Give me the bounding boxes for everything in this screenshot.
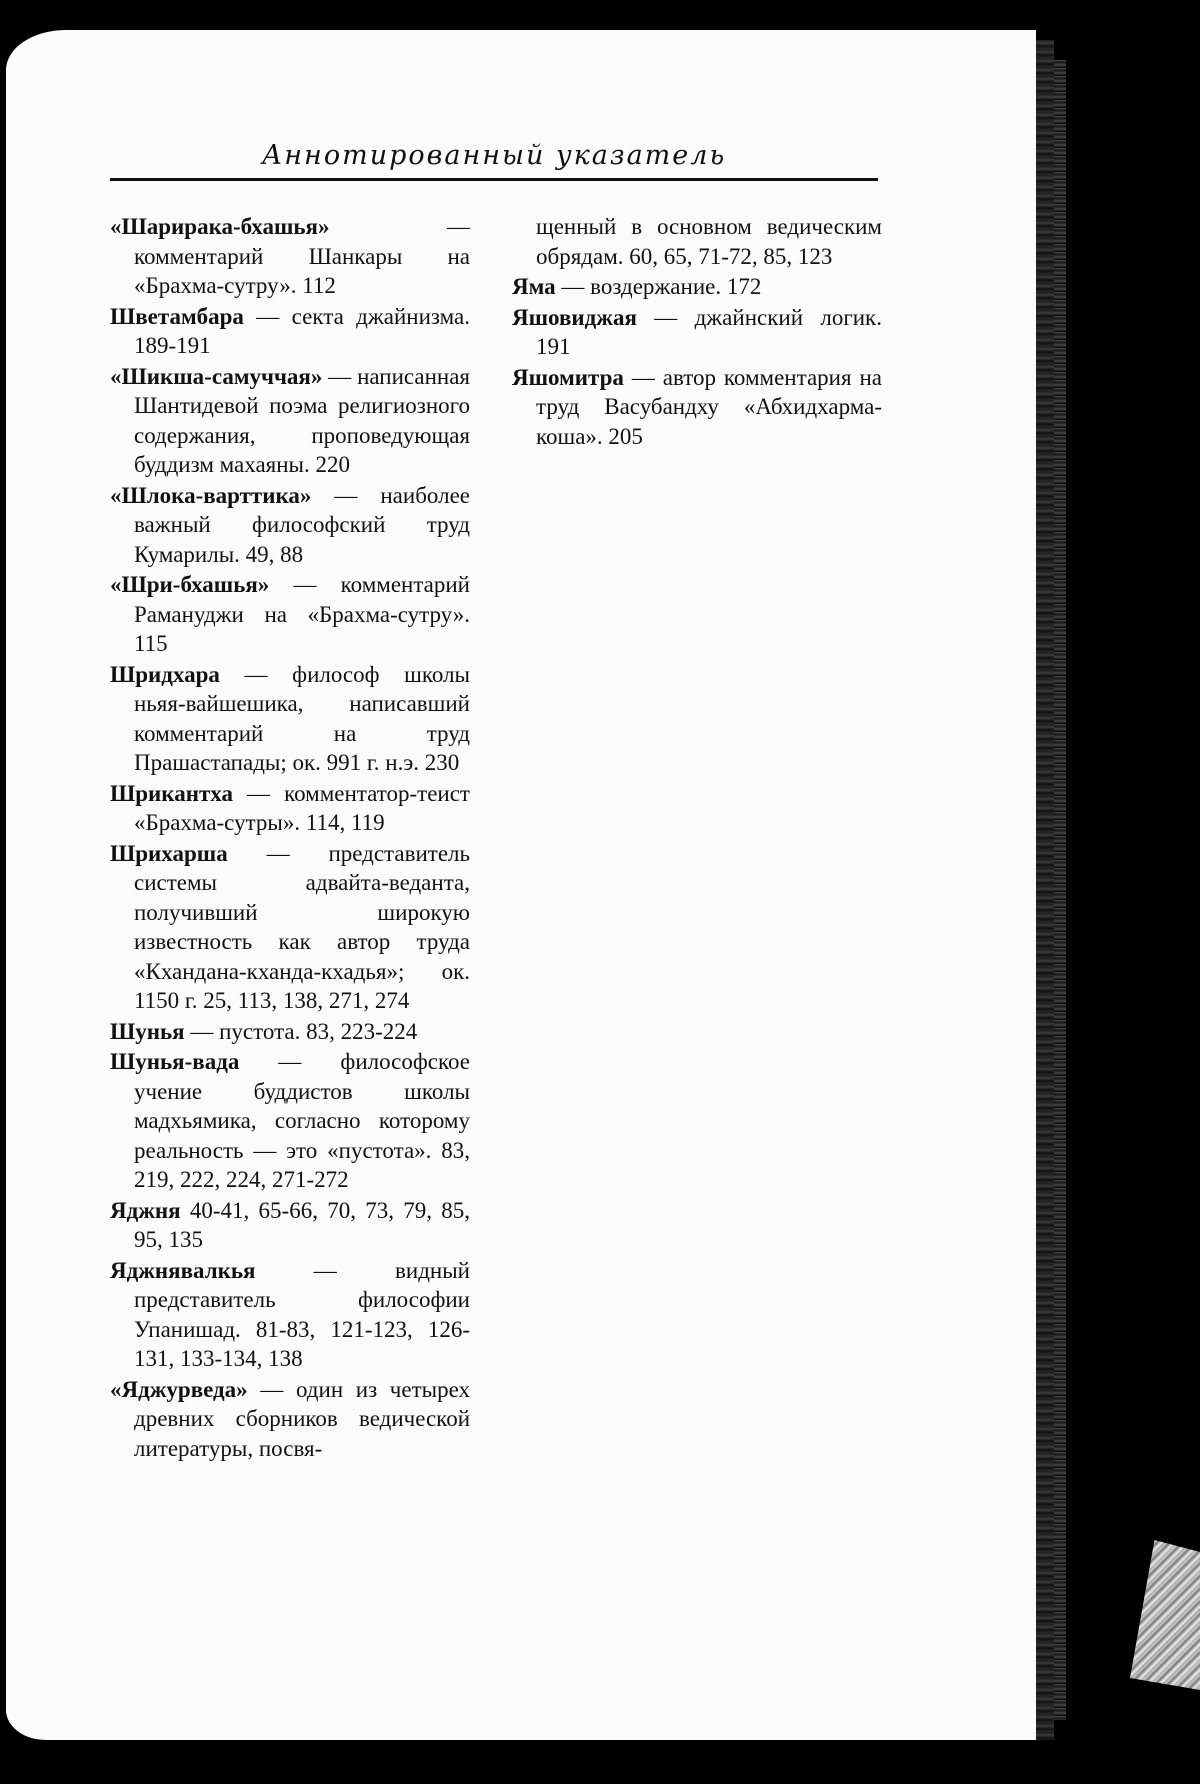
entry-term: Шунья-вада — [110, 1049, 240, 1074]
index-entry — [110, 212, 470, 301]
page-edge-shadow — [1036, 40, 1054, 1740]
entry-text: — написанная Шантидевой поэма религиозного содержания, проповедующая буддизм махаяны. 220 — [134, 363, 470, 477]
entry-text: — философ школы ньяя-вайшешика, написавший комментарий на труд Прашастапады; ок. 991 г. н.э. 230 — [134, 661, 470, 775]
entry-term: Шрикантха — [110, 780, 233, 806]
index-column-right — [512, 212, 882, 452]
index-entry — [512, 272, 882, 302]
index-entry — [110, 660, 470, 778]
entry-term: Яма — [512, 274, 556, 299]
entry-term: Яджня — [110, 1197, 181, 1223]
entry-term: «Яджурведа» — [110, 1376, 248, 1402]
entry-term: Шрихарша — [110, 840, 228, 866]
entry-text: — джайнский логик. 191 — [536, 304, 882, 359]
entry-term: Шридхара — [110, 661, 220, 687]
entry-text: — один из четырех древних сборников ведической литературы, посвя- — [134, 1376, 470, 1461]
entry-text: — пустота. 83, 223-224 — [184, 1018, 418, 1044]
entry-term: «Шри-бхашья» — [110, 572, 270, 597]
running-head: Аннотированный указатель — [261, 140, 727, 171]
entry-term: Яджнявалкья — [110, 1257, 256, 1283]
book-edge-pages — [1054, 60, 1066, 1720]
entry-text: — комментатор-теист «Брахма-сутры». 114, 119 — [134, 780, 470, 835]
entry-text: — видный представитель философии Упанишад. 81-83, 121-123, 126-131, 133-134, 138 — [134, 1257, 470, 1371]
index-entry — [512, 303, 882, 362]
index-entry — [110, 1047, 470, 1195]
index-entry — [110, 1375, 470, 1464]
index-entry — [110, 570, 470, 659]
entry-term: «Шлока-варттика» — [110, 482, 312, 508]
index-entry — [110, 839, 470, 1016]
entry-text: — представитель системы адвайта-веданта, получивший широкую известность как автор труда «Кхандана-кханда-кхадья»; ок. 1150 г. 25, 113, 138, 271, 274 — [134, 840, 470, 1013]
entry-text: — комментарий Рамануджи на «Брахма-сутру». 115 — [134, 572, 470, 656]
entry-text: — наиболее важный философский труд Кумарилы. 49, 88 — [134, 482, 470, 567]
scan-corner-artifact — [1130, 1540, 1200, 1690]
entry-text: — философское учение буддистов школы мадхьямика, согласно которому реальность — это «пустота». 83, 219, 222, 224, 271-272 — [134, 1049, 470, 1192]
entry-text: 40-41, 65-66, 70, 73, 79, 85, 95, 135 — [134, 1197, 470, 1252]
index-entry — [512, 363, 882, 452]
entry-term: Шветамбара — [110, 303, 244, 329]
entry-term: Яшовиджая — [512, 304, 637, 330]
entry-text: — воздержание. 172 — [555, 274, 762, 299]
index-entry-continuation: щенный в основном ведическим обрядам. 60, 65, 71-72, 85, 123 — [536, 214, 882, 269]
header-rule — [110, 178, 878, 181]
index-entry — [110, 481, 470, 570]
index-entry — [110, 362, 470, 480]
index-entry — [110, 1256, 470, 1374]
entry-text: — комментарий Шанкары на «Брахма-сутру». 112 — [134, 214, 470, 298]
entry-term: «Шикша-самуччая» — [110, 363, 323, 389]
index-column-left — [110, 212, 470, 1464]
entry-term: Яшомитра — [512, 364, 624, 390]
entry-term: «Шарирака-бхашья» — [110, 214, 330, 239]
entry-text: — автор комментария на труд Васубандху «Абхидхарма-коша». 205 — [536, 364, 882, 449]
entry-term: Шунья — [110, 1018, 185, 1044]
entry-text: — секта джайнизма. 189-191 — [134, 303, 470, 358]
index-entry — [110, 1017, 470, 1047]
index-entry — [110, 779, 470, 838]
index-entry — [110, 302, 470, 361]
index-entry — [110, 1196, 470, 1255]
